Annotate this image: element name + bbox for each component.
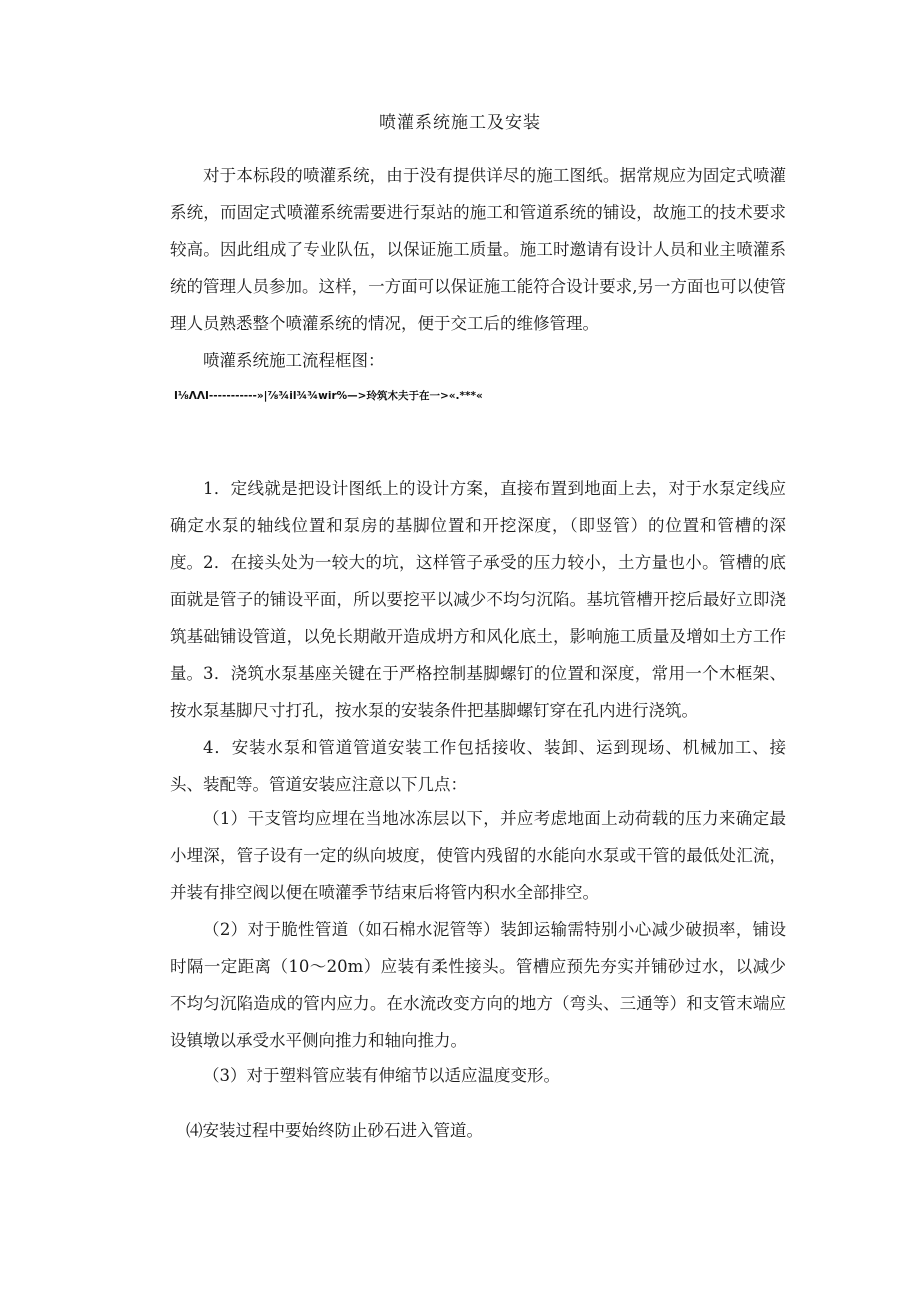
subitem-3: （3）对于塑料管应装有伸缩节以适应温度变形。 (203, 1066, 560, 1085)
subitem-2: （2）对于脆性管道（如石棉水泥管等）装卸运输需特别小心减少破损率，铺设时隔一定距离（10～20m）应装有柔性接头。管槽应预先夯实并铺砂过水，以减少不均匀沉陷造成的管内应力。在水流改变方向的地方（弯头、三通等）和支管末端应设镇墩以承受水平侧向推力和轴向推力。 (170, 920, 786, 1050)
flow-chart-text: I⅛ΛΛI-----------»|⅞¾il¾¾wir%—>玲筑木夫于在一>«.***« (174, 390, 483, 402)
item-1: 1．定线就是把设计图纸上的设计方案，直接布置到地面上去，对于水泵定线应确定水泵的轴线位置和泵房的基脚位置和开挖深度，（即竖管）的位置和管槽的深度。 (170, 479, 786, 572)
subitem-1: （1）干支管均应埋在当地冰冻层以下，并应考虑地面上动荷载的压力来确定最小埋深，管子设有一定的纵向坡度，使管内残留的水能向水泵或干管的最低处汇流，并装有排空阀以便在喷灌季节结束后将管内积水全部排空。 (170, 809, 786, 902)
item-3: 3．浇筑水泵基座关键在于严格控制基脚螺钉的位置和深度，常用一个木框架、按水泵基脚尺寸打孔，按水泵的安装条件把基脚螺钉穿在孔内进行浇筑。 (170, 664, 786, 720)
intro-paragraph: 对于本标段的喷灌系统，由于没有提供详尽的施工图纸。据常规应为固定式喷灌系统，而固定式喷灌系统需要进行泵站的施工和管道系统的铺设，故施工的技术要求较高。因此组成了专业队伍，以保证施工质量。施工时邀请有设计人员和业主喷灌系统的管理人员参加。这样，一方面可以保证施工能符合设计要求,另一方面也可以使管理人员熟悉整个喷灌系统的情况，便于交工后的维修管理。 (170, 166, 786, 333)
item-4: 4．安装水泵和管道管道安装工作包括接收、装卸、运到现场、机械加工、接头、装配等。管道安装应注意以下几点： (170, 738, 786, 794)
document-title: 喷灌系统施工及安装 (379, 113, 541, 133)
subitem-4: ⑷安装过程中要始终防止砂石进入管道。 (186, 1121, 483, 1140)
item-2: 2．在接头处为一较大的坑，这样管子承受的压力较小，土方量也小。管槽的底面就是管子的铺设平面，所以要挖平以减少不均匀沉陷。基坑管槽开挖后最好立即浇筑基础铺设管道，以免长期敞开造成坍方和风化底土，影响施工质量及增如土方工作量。 (170, 553, 786, 683)
flow-label: 喷灌系统施工流程框图： (203, 351, 385, 370)
